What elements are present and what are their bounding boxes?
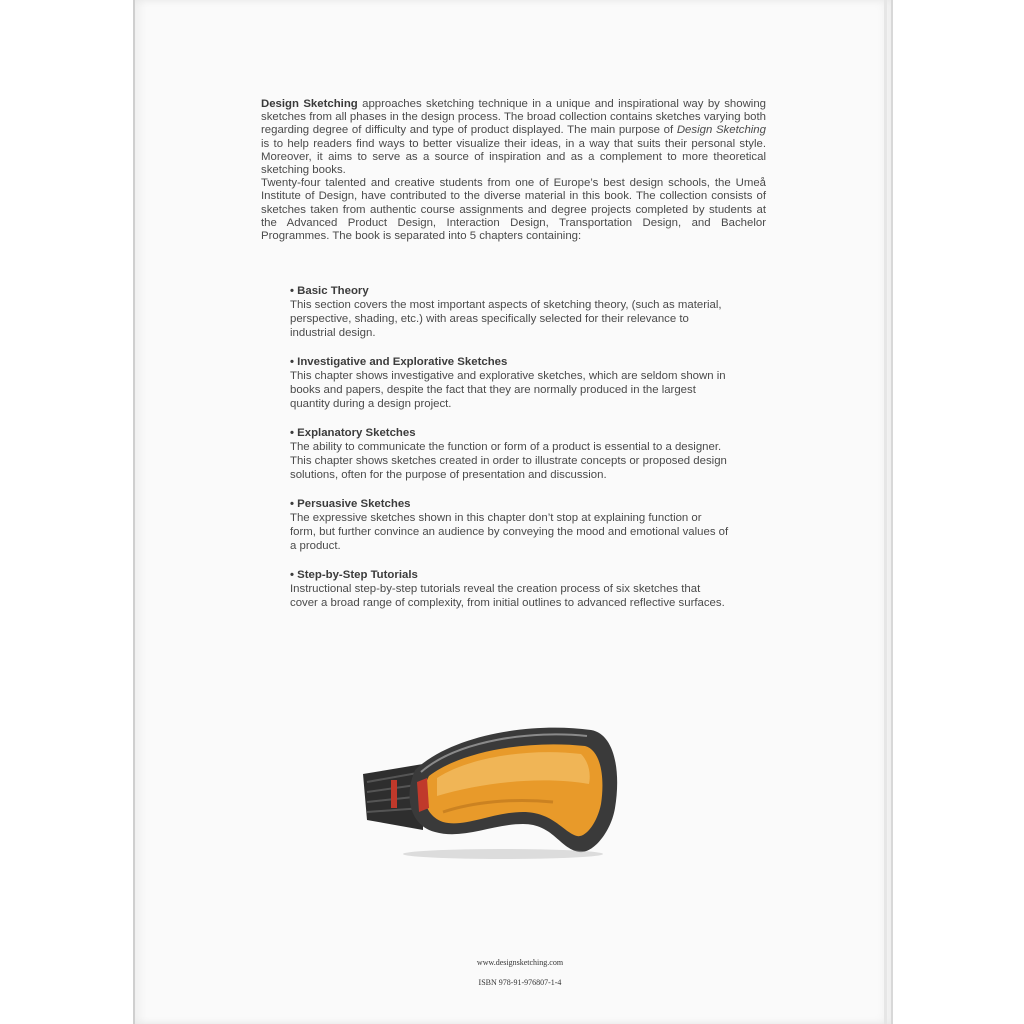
- isbn-number: ISBN 978-91-976807-1-4: [478, 978, 562, 987]
- chapter-title: • Explanatory Sketches: [290, 427, 416, 439]
- chapter-title: • Step-by-Step Tutorials: [290, 569, 418, 581]
- intro-text-2: is to help readers find ways to better visualize their ideas, in a way that suits their personal style. Moreover, it aims to serve as a source of inspiration and as a complement to more theoretical sketching books.: [261, 137, 766, 177]
- chapter-description: Instructional step-by-step tutorials reveal the creation process of six sketches that cover a broad range of complexity, from initial outlines to advanced reflective surfaces.: [290, 583, 725, 609]
- chapter-description: The ability to communicate the function or form of a product is essential to a designer. This chapter shows sketches created in order to illustrate concepts or proposed design solutions, often for the purpose of presentation and discussion.: [290, 441, 727, 481]
- chapter-description: This section covers the most important aspects of sketching theory, (such as material, perspective, shading, etc.) with areas specifically selected for their relevance to industrial design.: [290, 299, 722, 339]
- intro-paragraph-2: Twenty-four talented and creative students from one of Europe’s best design schools, the Umeå Institute of Design, have contributed to the diverse material in this book. The collection consists of sketches taken from authentic course assignments and degree projects completed by students at the Advanced Product Design, Interaction Design, Transportation Design, and Bachelor Programmes. The book is separated into 5 chapters containing:: [261, 177, 766, 243]
- intro-title: Design Sketching: [261, 98, 358, 110]
- website-url: www.designsketching.com: [476, 958, 564, 967]
- chapter-item: [290, 426, 730, 482]
- book-back-cover: [133, 0, 893, 1024]
- goggle-shadow: [403, 849, 603, 859]
- intro-italic-title: Design Sketching: [676, 124, 766, 137]
- ski-goggles-illustration: [353, 712, 623, 862]
- chapter-description: The expressive sketches shown in this chapter don’t stop at explaining function or form, but further convince an audience by conveying the mood and emotional values of a product.: [290, 512, 729, 552]
- chapter-item: [290, 497, 730, 553]
- chapter-item: [290, 568, 730, 610]
- chapter-title: • Persuasive Sketches: [290, 498, 411, 510]
- chapter-list: [290, 284, 730, 625]
- intro-paragraph-1: [261, 98, 766, 177]
- chapter-item: [290, 284, 730, 340]
- intro-text-1: approaches sketching technique in a unique and inspirational way by showing sketches from all phases in the design process. The broad collection contains sketches varying both regarding degree of difficulty and type of product displayed. The main purpose of: [261, 98, 766, 137]
- strap-accent: [391, 780, 397, 808]
- intro-text: [261, 98, 766, 243]
- chapter-description: This chapter shows investigative and explorative sketches, which are seldom shown in books and papers, despite the fact that they are normally produced in the largest quantity during a design project.: [290, 370, 726, 410]
- chapter-title: • Investigative and Explorative Sketches: [290, 356, 508, 368]
- chapter-item: [290, 355, 730, 411]
- frame-accent: [417, 778, 429, 812]
- chapter-title: • Basic Theory: [290, 285, 369, 297]
